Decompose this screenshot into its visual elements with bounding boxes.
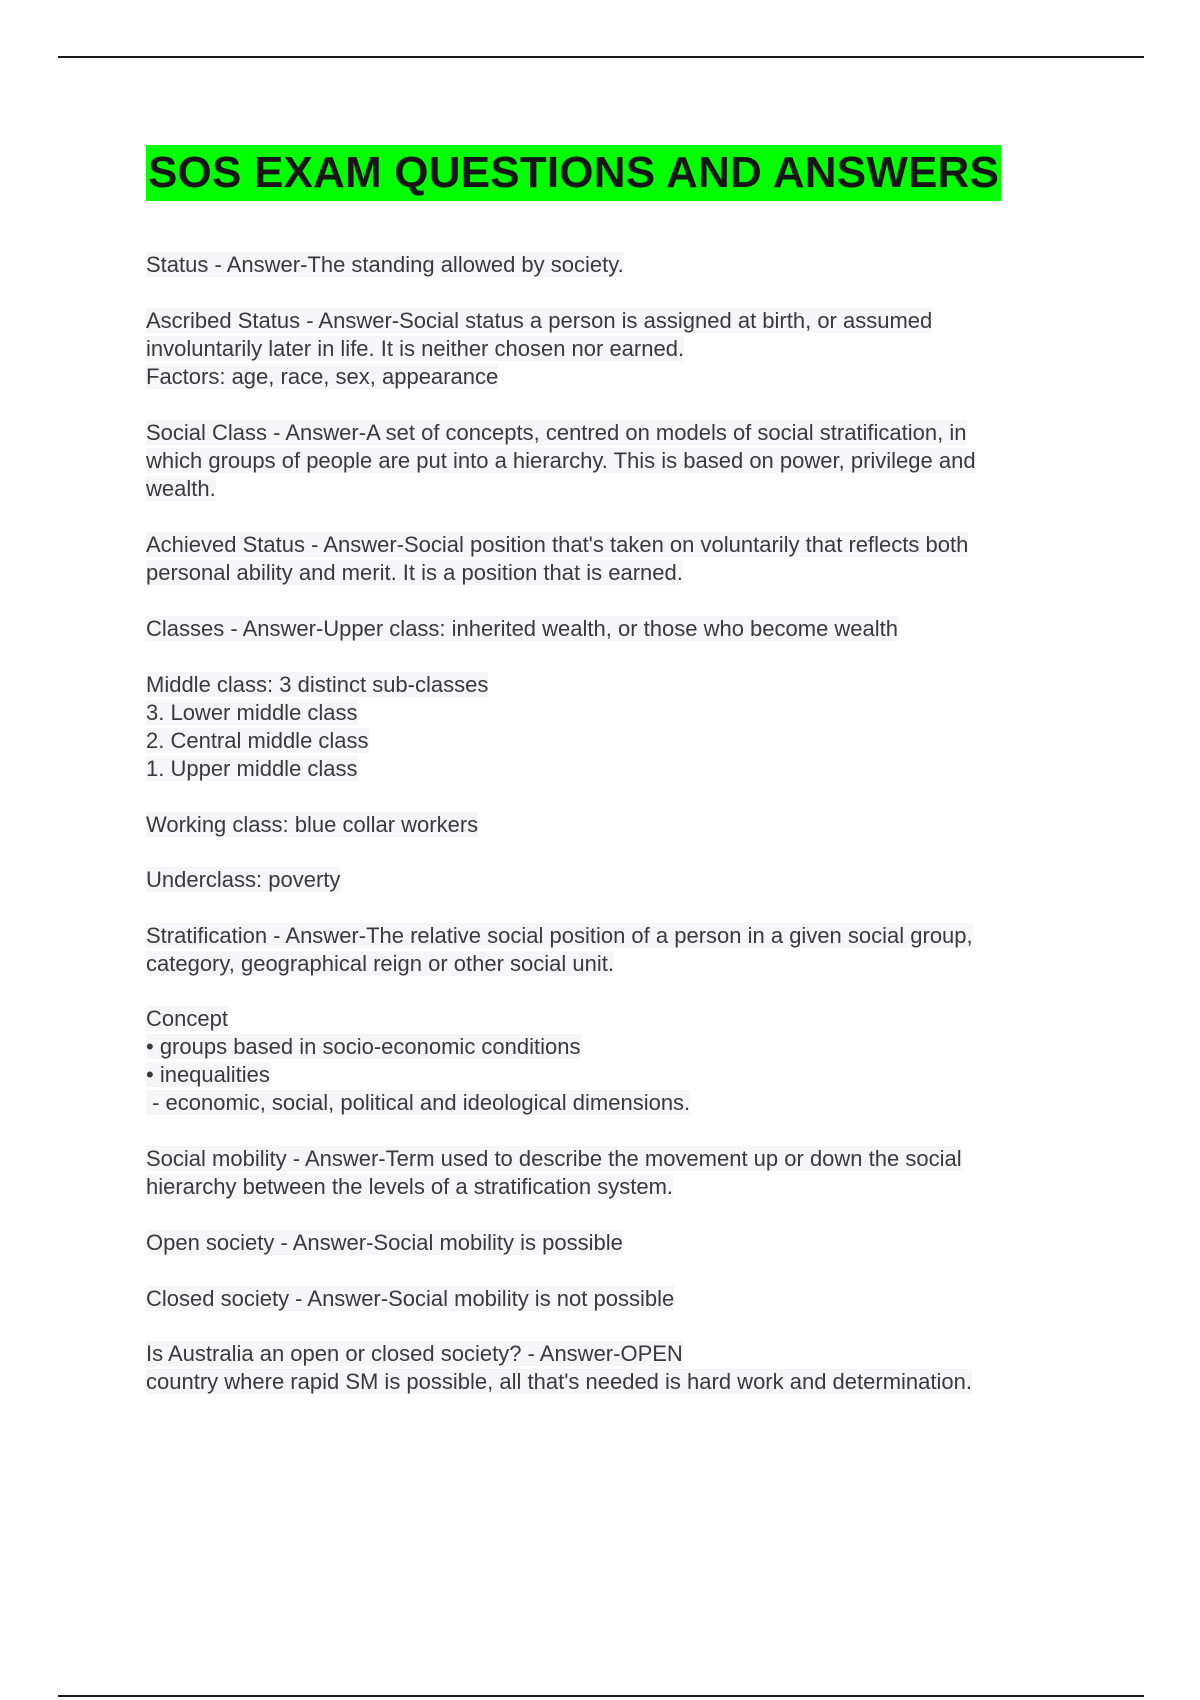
- qa-closed-society: [146, 1285, 674, 1313]
- text-line: Social mobility - Answer-Term used to describe the movement up or down the social: [146, 1146, 962, 1171]
- text-line: Middle class: 3 distinct sub-classes: [146, 672, 489, 697]
- text-line: hierarchy between the levels of a stratification system.: [146, 1174, 674, 1199]
- text-line: Status - Answer-The standing allowed by society.: [146, 252, 624, 277]
- qa-classes: [146, 615, 898, 643]
- document-title: SOS EXAM QUESTIONS AND ANSWERS: [146, 145, 1001, 201]
- text-line: which groups of people are put into a hierarchy. This is based on power, privilege and: [146, 448, 976, 473]
- text-line: 3. Lower middle class: [146, 700, 358, 725]
- text-line: Ascribed Status - Answer-Social status a person is assigned at birth, or assumed: [146, 308, 933, 333]
- qa-stratification: [146, 922, 973, 978]
- text-line: Factors: age, race, sex, appearance: [146, 364, 499, 389]
- text-line: Underclass: poverty: [146, 867, 341, 892]
- working-class: [146, 811, 478, 839]
- text-line: Classes - Answer-Upper class: inherited wealth, or those who become wealth: [146, 616, 899, 641]
- text-line: involuntarily later in life. It is neither chosen nor earned.: [146, 336, 685, 361]
- qa-australia: [146, 1340, 972, 1396]
- underclass: [146, 866, 340, 894]
- top-rule: [58, 56, 1144, 58]
- text-line: • inequalities: [146, 1062, 270, 1087]
- text-line: wealth.: [146, 476, 216, 501]
- text-line: Open society - Answer-Social mobility is possible: [146, 1230, 623, 1255]
- text-line: Working class: blue collar workers: [146, 812, 479, 837]
- text-line: Social Class - Answer-A set of concepts, centred on models of social stratification, in: [146, 420, 967, 445]
- qa-ascribed-status: [146, 307, 932, 391]
- text-line: country where rapid SM is possible, all that's needed is hard work and determination.: [146, 1369, 972, 1394]
- title-wrap: [146, 145, 1001, 201]
- text-line: 1. Upper middle class: [146, 756, 358, 781]
- middle-class-list: [146, 671, 488, 783]
- text-line: 2. Central middle class: [146, 728, 369, 753]
- qa-achieved-status: [146, 531, 968, 587]
- text-line: Concept: [146, 1006, 228, 1031]
- text-line: Is Australia an open or closed society? - Answer-OPEN: [146, 1341, 683, 1366]
- text-line: • groups based in socio-economic conditions: [146, 1034, 581, 1059]
- qa-social-class: [146, 419, 976, 503]
- qa-status: [146, 251, 624, 279]
- text-line: personal ability and merit. It is a position that is earned.: [146, 560, 683, 585]
- text-line: category, geographical reign or other social unit.: [146, 951, 614, 976]
- text-line: Closed society - Answer-Social mobility is not possible: [146, 1286, 675, 1311]
- text-line: Achieved Status - Answer-Social position that's taken on voluntarily that reflects both: [146, 532, 969, 557]
- text-line: - economic, social, political and ideological dimensions.: [146, 1090, 691, 1115]
- concept-list: [146, 1005, 690, 1117]
- bottom-rule: [58, 1695, 1144, 1697]
- qa-open-society: [146, 1229, 623, 1257]
- qa-social-mobility: [146, 1145, 962, 1201]
- text-line: Stratification - Answer-The relative social position of a person in a given social group,: [146, 923, 973, 948]
